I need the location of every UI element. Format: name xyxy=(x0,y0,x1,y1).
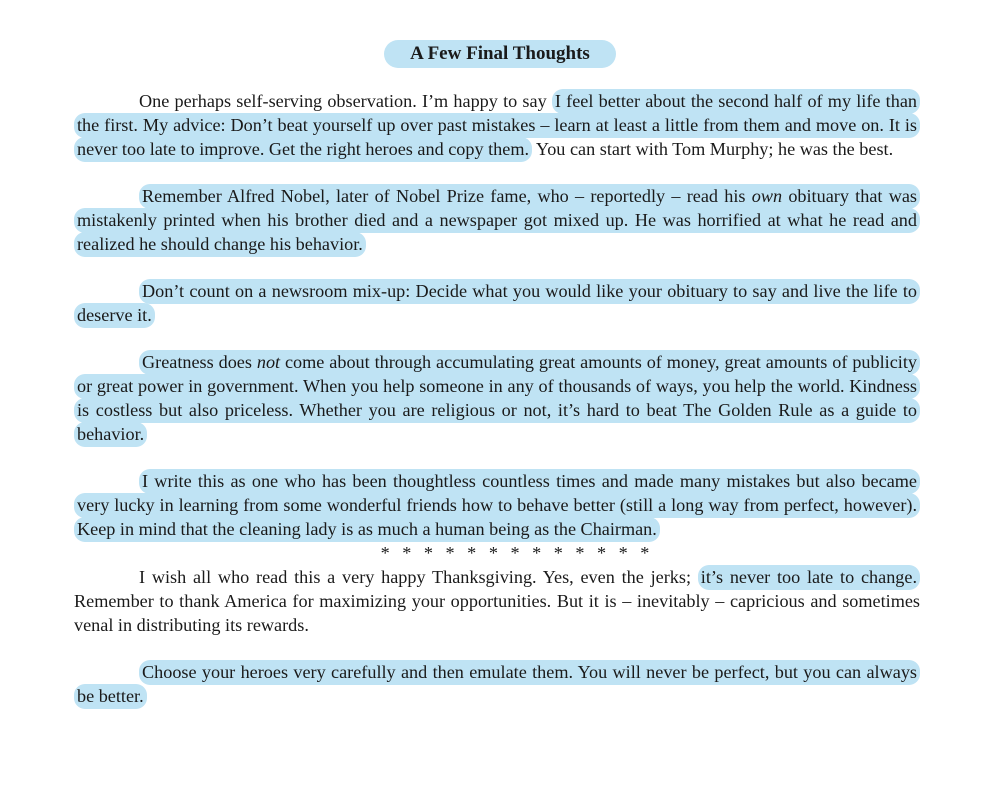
paragraph-2-highlight xyxy=(74,184,920,257)
paragraph-7 xyxy=(74,660,920,708)
paragraph-7-highlight: Choose your heroes very carefully and then emulate them. You will never be perfect, but you can always be better. xyxy=(74,660,920,709)
paragraph-4 xyxy=(74,350,920,446)
paragraph-6-highlight: it’s never too late to change. xyxy=(698,565,920,590)
paragraph-6-text: I wish all who read this a very happy Thanksgiving. Yes, even the jerks; xyxy=(139,567,698,587)
section-separator: * * * * * * * * * * * * * xyxy=(380,543,654,563)
paragraph-5 xyxy=(74,469,920,541)
paragraph-2 xyxy=(74,184,920,256)
paragraph-5-highlight: I write this as one who has been thoughtless countless times and made many mistakes but also became very lucky in learning from some wonderful friends how to behave better (still a long way from perfect, however). Keep in mind that the cleaning lady is as much a human being as the Chairman. xyxy=(74,469,920,542)
paragraph-1 xyxy=(74,89,920,161)
paragraph-3 xyxy=(74,279,920,327)
paragraph-3-highlight: Don’t count on a newsroom mix-up: Decide what you would like your obituary to say and live the life to deserve it. xyxy=(74,279,920,328)
page-title xyxy=(0,40,1000,68)
title-highlight: A Few Final Thoughts xyxy=(384,40,616,68)
paragraph-6 xyxy=(74,565,920,637)
paragraph-1-highlight: I feel better about the second half of my life than the first. My advice: Don’t beat yourself up over past mistakes – learn at least a little from them and move on. It is never too late to improve. Get the right heroes and copy them. xyxy=(74,89,920,162)
paragraph-4-text-b: come about through accumulating great amounts of money, great amounts of publicity or great power in government. When you help someone in any of thousands of ways, you help the world. Kindness is costless but also priceless. Whether you are religious or not, it’s hard to beat The Golden Rule as a guide to behavior. xyxy=(77,352,917,444)
letter-body xyxy=(74,89,920,708)
paragraph-2-emphasis: own xyxy=(751,186,783,206)
paragraph-4-text-a: Greatness does xyxy=(142,352,257,372)
paragraph-1-text: One perhaps self-serving observation. I’m happy to say xyxy=(139,91,552,111)
paragraph-4-highlight xyxy=(74,350,920,447)
paragraph-2-text-b: obituary that was mistakenly printed when his brother died and a newspaper got mixed up. He was horrified at what he read and realized he should change his behavior. xyxy=(77,186,917,254)
paragraph-2-text-a: Remember Alfred Nobel, later of Nobel Prize fame, who – reportedly – read his xyxy=(142,186,752,206)
paragraph-6-text-end: Remember to thank America for maximizing your opportunities. But it is – inevitably – capricious and sometimes venal in distributing its rewards. xyxy=(74,591,920,635)
paragraph-4-emphasis: not xyxy=(256,352,281,372)
paragraph-1-text-end: You can start with Tom Murphy; he was the best. xyxy=(532,139,894,159)
